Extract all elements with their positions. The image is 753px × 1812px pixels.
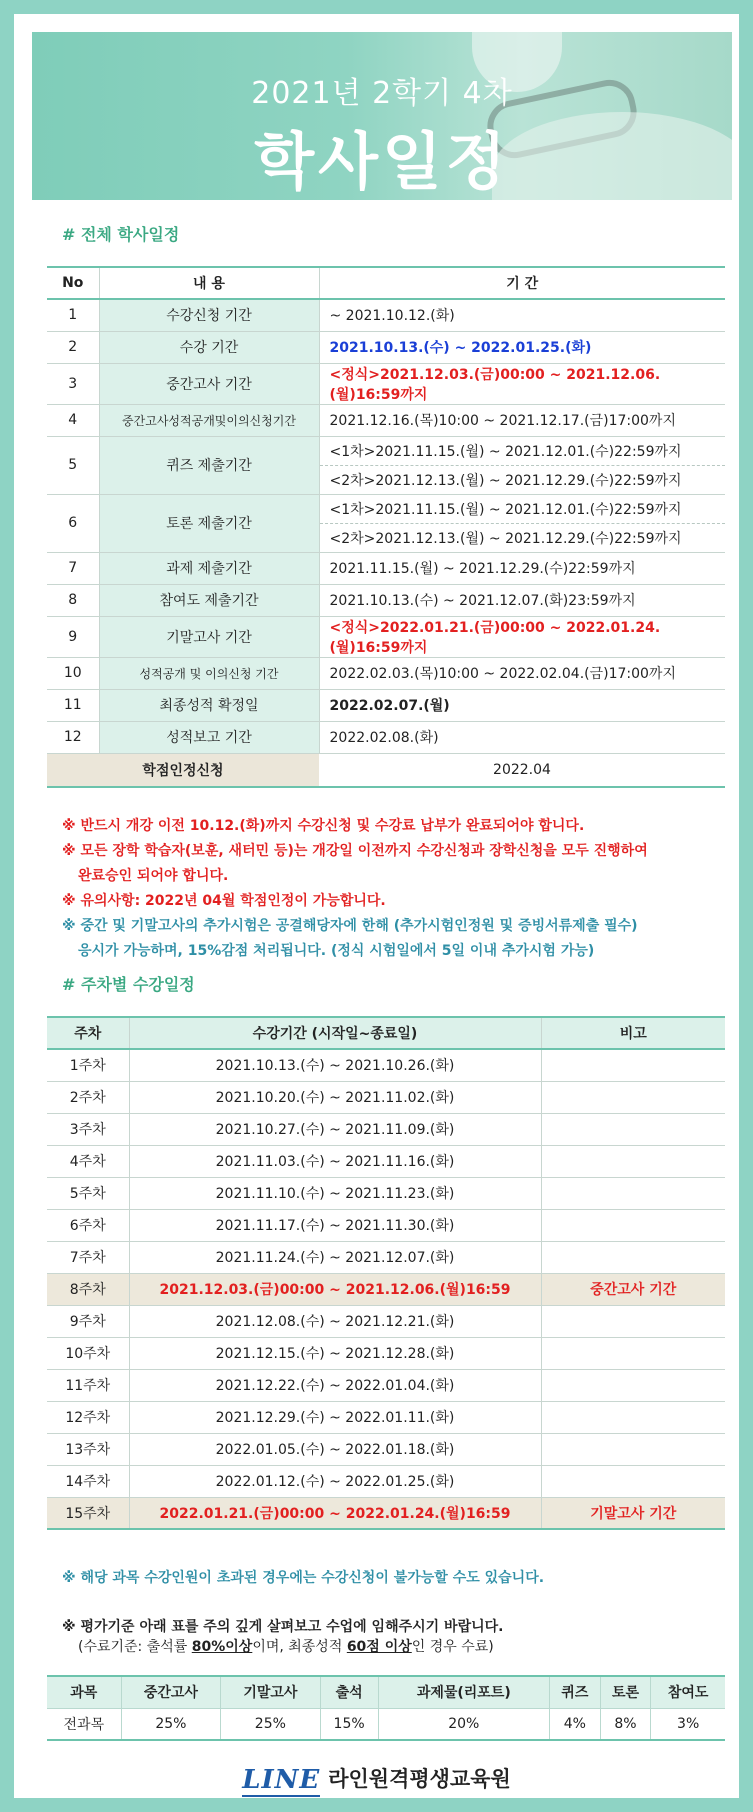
table-row [47, 299, 725, 331]
week-memo [541, 1241, 725, 1273]
row-period: <2차>2021.12.13.(월) ~ 2021.12.29.(수)22:59까지 [319, 465, 725, 494]
col-header-memo: 비고 [541, 1017, 725, 1049]
table-row [47, 721, 725, 753]
notice-line: 완료승인 되어야 합니다. [78, 868, 229, 884]
table-row [47, 616, 725, 657]
document-sheet [14, 14, 739, 1798]
table-row [47, 1337, 725, 1369]
week-label: 11주차 [47, 1369, 129, 1401]
notice-line: ※ 모든 장학 학습자(보훈, 새터민 등)는 개강일 이전까지 수강신청과 장학신청을 모두 진행하여 [62, 843, 648, 859]
row-item: 퀴즈 제출기간 [99, 436, 319, 494]
grading-value: 3% [651, 1708, 725, 1740]
grading-value: 25% [221, 1708, 320, 1740]
row-period: 2021.10.13.(수) ~ 2022.01.25.(화) [319, 331, 725, 363]
row-period: 2021.12.16.(목)10:00 ~ 2021.12.17.(금)17:00까지 [319, 404, 725, 436]
row-period: 2021.11.15.(월) ~ 2021.12.29.(수)22:59까지 [319, 552, 725, 584]
table-row [47, 1273, 725, 1305]
table-row [47, 1433, 725, 1465]
row-period: 2022.02.07.(월) [319, 689, 725, 721]
row-item: 성적보고 기간 [99, 721, 319, 753]
week-label: 2주차 [47, 1081, 129, 1113]
row-item: 수강 기간 [99, 331, 319, 363]
row-number: 1 [47, 299, 99, 331]
table-row [47, 363, 725, 404]
row-period: ~ 2021.10.12.(화) [319, 299, 725, 331]
banner-subtitle: 2021년 2학기 4차 [251, 76, 513, 111]
week-memo [541, 1433, 725, 1465]
grading-value: 전과목 [47, 1708, 121, 1740]
col-header-range: 수강기간 (시작일~종료일) [129, 1017, 541, 1049]
row-item: 중간고사성적공개및이의신청기간 [99, 404, 319, 436]
grading-value: 4% [550, 1708, 601, 1740]
row-period: <1차>2021.11.15.(월) ~ 2021.12.01.(수)22:59까지 [319, 436, 725, 465]
table-row [47, 1708, 725, 1740]
completion-text-c: 이며, 최종성적 [252, 1639, 347, 1655]
table-row [47, 1497, 725, 1529]
table-row [47, 404, 725, 436]
week-range: 2021.10.20.(수) ~ 2021.11.02.(화) [129, 1081, 541, 1113]
institution-name: 라인원격평생교육원 [328, 1767, 511, 1791]
week-label: 15주차 [47, 1497, 129, 1529]
grading-header: 퀴즈 [550, 1676, 601, 1708]
table-row [47, 657, 725, 689]
evaluation-line-2 [62, 1637, 503, 1657]
week-memo: 기말고사 기간 [541, 1497, 725, 1529]
week-label: 14주차 [47, 1465, 129, 1497]
table-row [47, 1145, 725, 1177]
completion-text-a: (수료기준: 출석률 [78, 1639, 192, 1655]
week-memo [541, 1177, 725, 1209]
row-item: 참여도 제출기간 [99, 584, 319, 616]
week-label: 3주차 [47, 1113, 129, 1145]
enrollment-caution: ※ 해당 과목 수강인원이 초과된 경우에는 수강신청이 불가능할 수도 있습니다. [62, 1570, 545, 1586]
week-label: 9주차 [47, 1305, 129, 1337]
week-memo [541, 1113, 725, 1145]
score-threshold: 60점 이상 [346, 1639, 412, 1655]
row-item: 과제 제출기간 [99, 552, 319, 584]
week-label: 5주차 [47, 1177, 129, 1209]
grading-header: 참여도 [651, 1676, 725, 1708]
grading-value: 8% [600, 1708, 651, 1740]
table-row [47, 1305, 725, 1337]
table-row [47, 494, 725, 523]
week-memo [541, 1369, 725, 1401]
row-number: 3 [47, 363, 99, 404]
table-row [47, 1465, 725, 1497]
notice-line: ※ 유의사항: 2022년 04월 학점인정이 가능합니다. [62, 893, 386, 909]
row-number: 2 [47, 331, 99, 363]
row-period: <2차>2021.12.13.(월) ~ 2021.12.29.(수)22:59까지 [319, 523, 725, 552]
table-header-row [47, 267, 725, 299]
table-row [47, 1177, 725, 1209]
line-logo-mark: LINE [242, 1765, 321, 1795]
week-memo [541, 1401, 725, 1433]
institution-logo [14, 1763, 739, 1797]
week-range: 2021.12.03.(금)00:00 ~ 2021.12.06.(월)16:59 [129, 1273, 541, 1305]
row-number: 8 [47, 584, 99, 616]
section-title-overall: # 전체 학사일정 [62, 225, 180, 244]
week-range: 2021.11.10.(수) ~ 2021.11.23.(화) [129, 1177, 541, 1209]
notice-line: ※ 반드시 개강 이전 10.12.(화)까지 수강신청 및 수강료 납부가 완료되어야 합니다. [62, 818, 585, 834]
week-memo [541, 1337, 725, 1369]
week-range: 2021.10.13.(수) ~ 2021.10.26.(화) [129, 1049, 541, 1081]
row-item: 수강신청 기간 [99, 299, 319, 331]
col-header-item: 내 용 [99, 267, 319, 299]
week-range: 2021.12.22.(수) ~ 2022.01.04.(화) [129, 1369, 541, 1401]
credit-application-row [47, 753, 725, 787]
week-memo [541, 1465, 725, 1497]
week-range: 2022.01.21.(금)00:00 ~ 2022.01.24.(월)16:59 [129, 1497, 541, 1529]
grading-header: 토론 [600, 1676, 651, 1708]
table-row [47, 552, 725, 584]
week-range: 2021.11.24.(수) ~ 2021.12.07.(화) [129, 1241, 541, 1273]
weekly-schedule-body [47, 1049, 725, 1529]
evaluation-line-1: ※ 평가기준 아래 표를 주의 깊게 살펴보고 수업에 임해주시기 바랍니다. [62, 1619, 504, 1635]
table-row [47, 1369, 725, 1401]
table-row [47, 1049, 725, 1081]
notice-list [62, 814, 722, 964]
week-memo [541, 1081, 725, 1113]
row-item: 기말고사 기간 [99, 616, 319, 657]
week-range: 2021.11.17.(수) ~ 2021.11.30.(화) [129, 1209, 541, 1241]
attendance-threshold: 80%이상 [191, 1639, 253, 1655]
week-label: 12주차 [47, 1401, 129, 1433]
week-label: 8주차 [47, 1273, 129, 1305]
row-item: 성적공개 및 이의신청 기간 [99, 657, 319, 689]
row-number: 6 [47, 494, 99, 552]
completion-text-e: 인 경우 수료) [411, 1639, 494, 1655]
week-memo: 중간고사 기간 [541, 1273, 725, 1305]
grading-value: 20% [378, 1708, 549, 1740]
week-range: 2021.12.15.(수) ~ 2021.12.28.(화) [129, 1337, 541, 1369]
table-row [47, 331, 725, 363]
row-number: 7 [47, 552, 99, 584]
table-row [47, 1209, 725, 1241]
week-label: 6주차 [47, 1209, 129, 1241]
grading-header: 출석 [320, 1676, 378, 1708]
week-label: 4주차 [47, 1145, 129, 1177]
row-number: 5 [47, 436, 99, 494]
week-range: 2022.01.12.(수) ~ 2022.01.25.(화) [129, 1465, 541, 1497]
col-header-no: No [47, 267, 99, 299]
week-label: 1주차 [47, 1049, 129, 1081]
week-memo [541, 1305, 725, 1337]
credit-application-value: 2022.04 [319, 753, 725, 787]
row-item: 최종성적 확정일 [99, 689, 319, 721]
grading-table [47, 1675, 725, 1741]
section-title-weekly: # 주차별 수강일정 [62, 975, 195, 994]
week-label: 7주차 [47, 1241, 129, 1273]
grading-header: 기말고사 [221, 1676, 320, 1708]
row-number: 4 [47, 404, 99, 436]
grading-header: 과목 [47, 1676, 121, 1708]
table-row [47, 1113, 725, 1145]
row-item: 토론 제출기간 [99, 494, 319, 552]
table-header-row [47, 1676, 725, 1708]
week-range: 2021.10.27.(수) ~ 2021.11.09.(화) [129, 1113, 541, 1145]
header-banner [32, 32, 732, 200]
table-row [47, 1241, 725, 1273]
week-label: 13주차 [47, 1433, 129, 1465]
week-range: 2021.12.29.(수) ~ 2022.01.11.(화) [129, 1401, 541, 1433]
notice-line: ※ 중간 및 기말고사의 추가시험은 공결해당자에 한해 (추가시험인정원 및 증빙서류제출 필수) [62, 918, 638, 934]
table-row [47, 584, 725, 616]
week-range: 2021.11.03.(수) ~ 2021.11.16.(화) [129, 1145, 541, 1177]
row-period: <정식>2022.01.21.(금)00:00 ~ 2022.01.24.(월)16:59까지 [319, 616, 725, 657]
row-period: <정식>2021.12.03.(금)00:00 ~ 2021.12.06.(월)16:59까지 [319, 363, 725, 404]
row-number: 12 [47, 721, 99, 753]
week-memo [541, 1145, 725, 1177]
grading-value: 25% [121, 1708, 220, 1740]
row-number: 10 [47, 657, 99, 689]
overall-schedule-table [47, 266, 725, 788]
row-period: 2022.02.03.(목)10:00 ~ 2022.02.04.(금)17:00까지 [319, 657, 725, 689]
grading-header: 중간고사 [121, 1676, 220, 1708]
row-number: 9 [47, 616, 99, 657]
credit-application-label: 학점인정신청 [47, 753, 319, 787]
notice-line: 응시가 가능하며, 15%감점 처리됩니다. (정식 시험일에서 5일 이내 추가시험 가능) [78, 943, 595, 959]
grading-value: 15% [320, 1708, 378, 1740]
row-period: 2021.10.13.(수) ~ 2021.12.07.(화)23:59까지 [319, 584, 725, 616]
banner-title: 학사일정 [254, 125, 510, 198]
table-row [47, 689, 725, 721]
col-header-week: 주차 [47, 1017, 129, 1049]
week-memo [541, 1049, 725, 1081]
week-label: 10주차 [47, 1337, 129, 1369]
week-memo [541, 1209, 725, 1241]
grading-header: 과제물(리포트) [378, 1676, 549, 1708]
evaluation-criteria [62, 1617, 503, 1657]
row-period: 2022.02.08.(화) [319, 721, 725, 753]
overall-schedule-body [47, 299, 725, 753]
week-range: 2021.12.08.(수) ~ 2021.12.21.(화) [129, 1305, 541, 1337]
table-row [47, 1081, 725, 1113]
table-header-row [47, 1017, 725, 1049]
weekly-schedule-table [47, 1016, 725, 1530]
row-item: 중간고사 기간 [99, 363, 319, 404]
col-header-period: 기 간 [319, 267, 725, 299]
week-range: 2022.01.05.(수) ~ 2022.01.18.(화) [129, 1433, 541, 1465]
row-number: 11 [47, 689, 99, 721]
row-period: <1차>2021.11.15.(월) ~ 2021.12.01.(수)22:59까지 [319, 494, 725, 523]
table-row [47, 1401, 725, 1433]
table-row [47, 436, 725, 465]
